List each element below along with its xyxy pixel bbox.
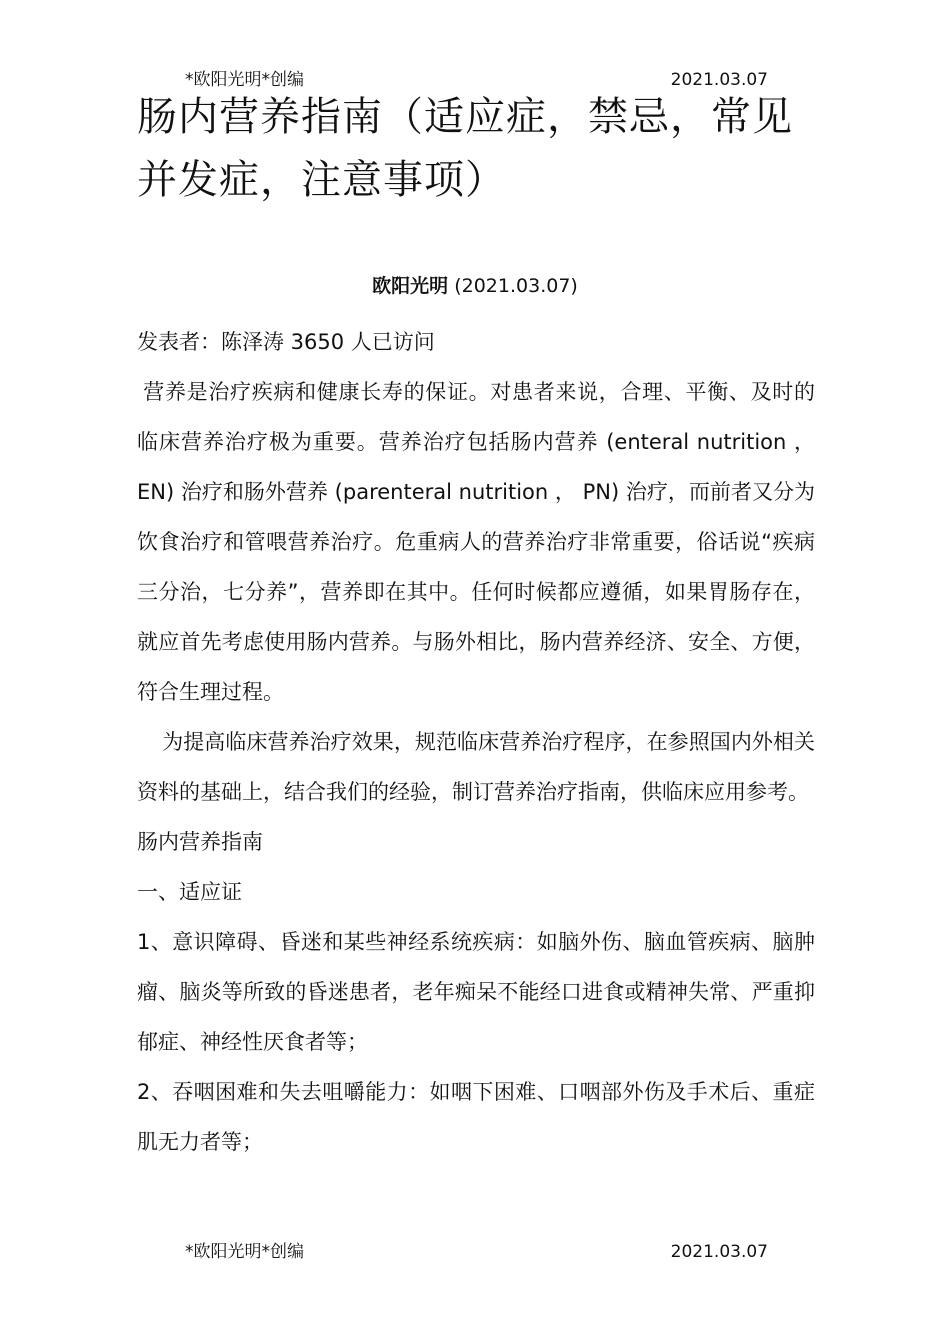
footer-date: 2021.03.07 xyxy=(670,1242,768,1262)
section-heading: 肠内营养指南 xyxy=(137,830,263,854)
subsection-heading: 一、适应证 xyxy=(137,880,242,904)
publisher-line: 发表者：陈泽涛 3650 人已访问 xyxy=(137,330,435,354)
header-date: 2021.03.07 xyxy=(670,70,768,90)
intro-paragraph: 营养是治疗疾病和健康长寿的保证。对患者来说，合理、平衡、及时的临床营养治疗极为重要。营养治疗包括肠内营养 (enteral nutrition ， EN) 治疗和肠外营养 (parenteral nutrition ， PN) 治疗，而前者又分为饮食治疗和管喂营养治疗。危重病人的营养治疗非常重要，俗话说“疾病三分治，七分养”，营养即在其中。任何时候都应遵循，如果胃肠存在，就应首先考虑使用肠内营养。与肠外相比，肠内营养经济、安全、方便，符合生理过程。 xyxy=(137,380,815,704)
document-title: 肠内营养指南（适应症，禁忌，常见并发症，注意事项） xyxy=(137,94,793,203)
header-author: *欧阳光明*创编 xyxy=(185,70,304,90)
running-footer xyxy=(185,1242,768,1262)
document-body xyxy=(137,317,815,1167)
list-item: 1、意识障碍、昏迷和某些神经系统疾病：如脑外伤、脑血管疾病、脑肿瘤、脑炎等所致的昏迷患者，老年痴呆不能经口进食或精神失常、严重抑郁症、神经性厌食者等； xyxy=(137,930,815,1054)
footer-author: *欧阳光明*创编 xyxy=(185,1242,304,1262)
list-item: 2、吞咽困难和失去咀嚼能力：如咽下困难、口咽部外伤及手术后、重症肌无力者等； xyxy=(137,1080,815,1154)
byline-date: (2021.03.07) xyxy=(454,275,578,297)
purpose-paragraph: 为提高临床营养治疗效果，规范临床营养治疗程序，在参照国内外相关资料的基础上，结合我们的经验，制订营养治疗指南，供临床应用参考。 xyxy=(137,730,815,804)
byline-author: 欧阳光明 xyxy=(372,275,449,297)
byline xyxy=(0,274,950,298)
